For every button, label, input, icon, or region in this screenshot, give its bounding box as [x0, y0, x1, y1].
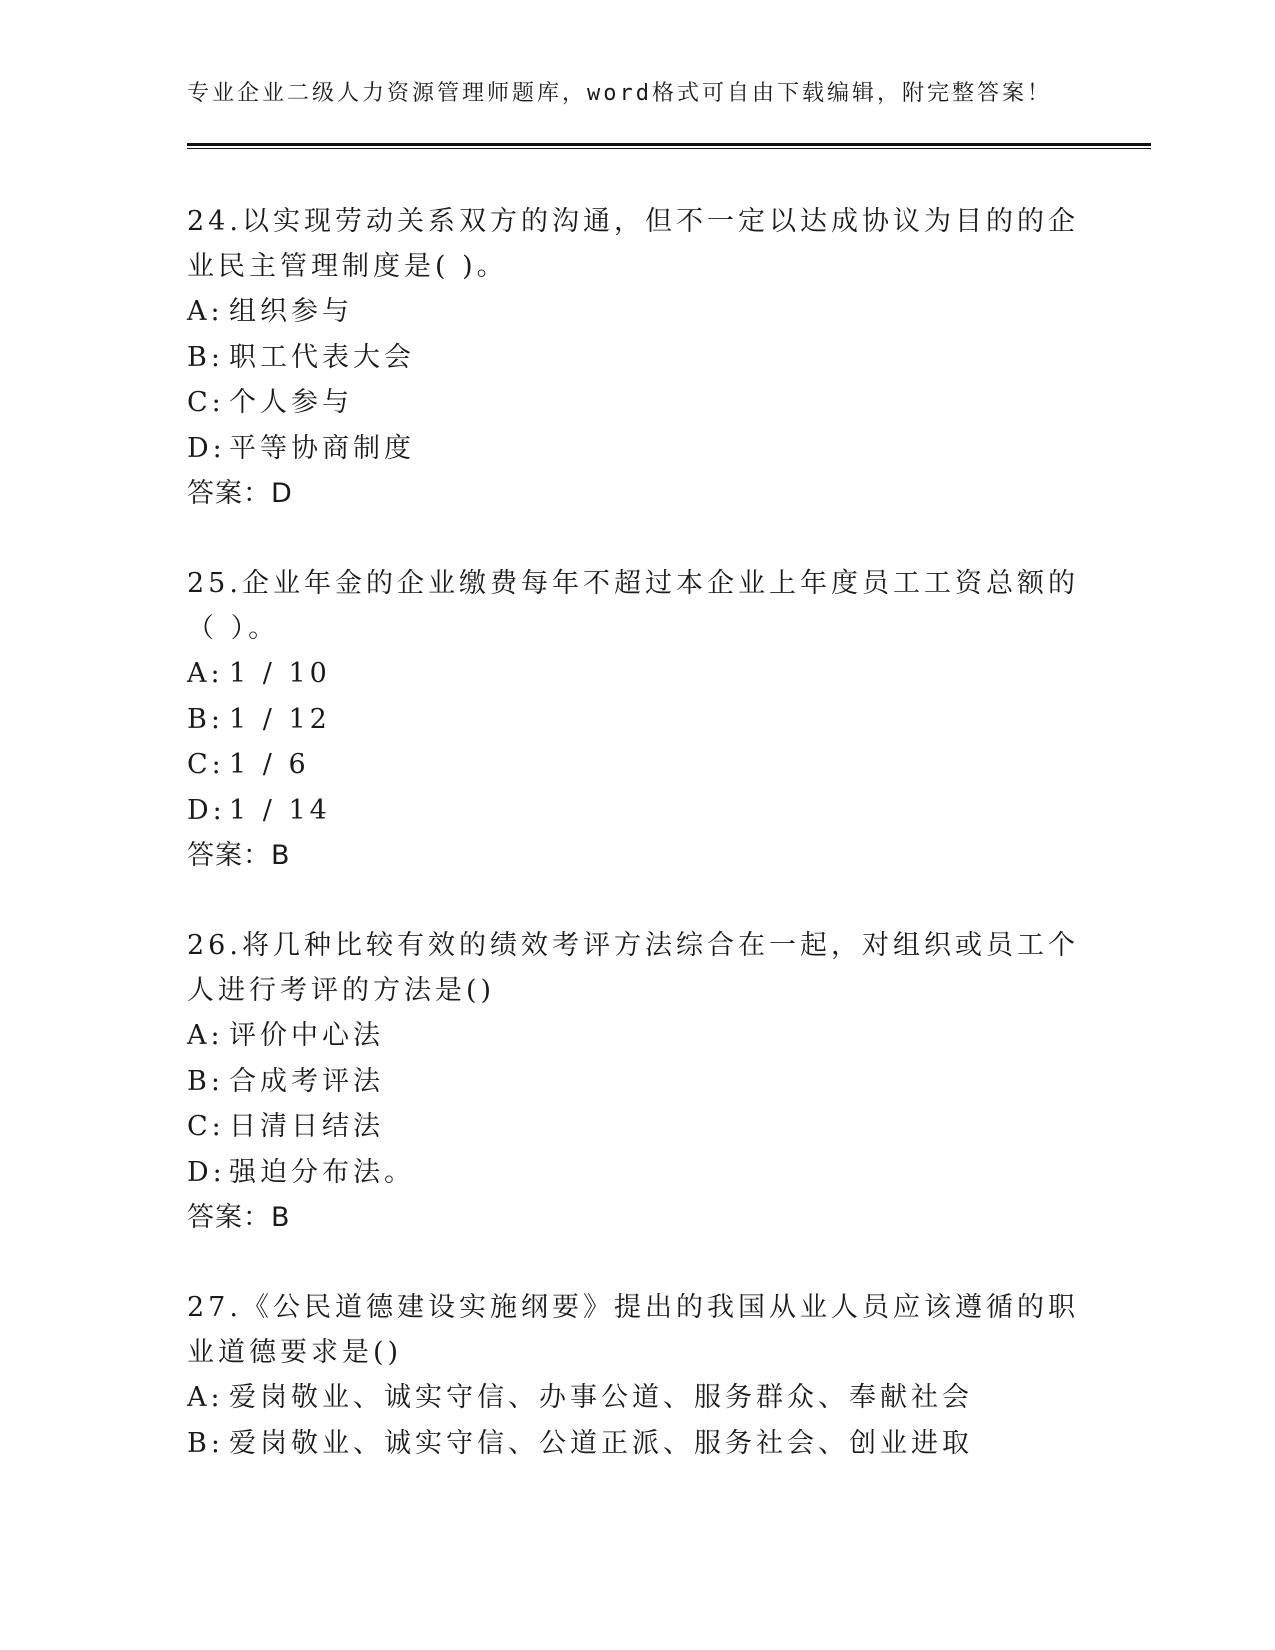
option-key: A:	[187, 1020, 224, 1051]
option-key: A:	[187, 296, 224, 327]
divider-thick-line	[187, 143, 1151, 146]
option-text: 1 / 14	[229, 794, 331, 826]
option-d	[187, 426, 1087, 472]
option-key: C:	[187, 387, 225, 418]
question-list	[187, 199, 1087, 1511]
option-a	[187, 651, 1087, 697]
option-text: 评价中心法	[229, 1020, 384, 1051]
question-27	[187, 1285, 1087, 1466]
option-key: A:	[187, 658, 224, 689]
answer-line: 答案：D	[187, 478, 293, 509]
option-key: B:	[187, 341, 224, 373]
option-b	[187, 697, 1087, 743]
question-text: 25.企业年金的企业缴费每年不超过本企业上年度员工工资总额的（ ）。	[187, 568, 1079, 644]
header-divider	[187, 143, 1151, 150]
option-key: D:	[187, 794, 226, 826]
answer-line: 答案：B	[187, 840, 291, 871]
option-text: 组织参与	[229, 296, 353, 327]
option-text: 日清日结法	[229, 1111, 384, 1142]
option-key: D:	[187, 1156, 226, 1188]
option-a	[187, 1375, 1087, 1421]
option-d	[187, 1150, 1087, 1196]
option-text: 1 / 12	[229, 703, 331, 735]
option-key: A:	[187, 1382, 224, 1413]
option-text: 个人参与	[229, 387, 353, 418]
option-text: 爱岗敬业、诚实守信、办事公道、服务群众、奉献社会	[229, 1382, 973, 1413]
option-text: 平等协商制度	[229, 432, 415, 464]
option-d	[187, 788, 1087, 834]
answer-line: 答案：B	[187, 1202, 291, 1233]
option-text: 强迫分布法。	[229, 1156, 415, 1188]
option-key: B:	[187, 1427, 224, 1459]
question-text: 24.以实现劳动关系双方的沟通，但不一定以达成协议为目的的企业民主管理制度是( )。	[187, 206, 1079, 282]
divider-thin-line	[187, 148, 1151, 149]
question-25	[187, 561, 1087, 878]
option-text: 职工代表大会	[229, 341, 415, 373]
option-key: D:	[187, 432, 226, 464]
option-key: C:	[187, 749, 225, 780]
question-text: 27.《公民道德建设实施纲要》提出的我国从业人员应该遵循的职业道德要求是()	[187, 1292, 1079, 1368]
option-a	[187, 289, 1087, 335]
page-header: 专业企业二级人力资源管理师题库，word格式可自由下载编辑，附完整答案！	[187, 81, 1052, 106]
question-26	[187, 923, 1087, 1240]
option-b	[187, 1059, 1087, 1105]
option-text: 1 / 10	[229, 658, 331, 689]
option-key: B:	[187, 1065, 224, 1097]
option-c	[187, 380, 1087, 426]
option-key: C:	[187, 1111, 225, 1142]
option-b	[187, 335, 1087, 381]
option-c	[187, 742, 1087, 788]
option-text: 1 / 6	[229, 749, 310, 780]
option-text: 合成考评法	[229, 1065, 384, 1097]
option-b	[187, 1421, 1087, 1467]
option-a	[187, 1013, 1087, 1059]
question-text: 26.将几种比较有效的绩效考评方法综合在一起，对组织或员工个人进行考评的方法是()	[187, 930, 1079, 1006]
option-key: B:	[187, 703, 224, 735]
option-c	[187, 1104, 1087, 1150]
question-24	[187, 199, 1087, 516]
option-text: 爱岗敬业、诚实守信、公道正派、服务社会、创业进取	[229, 1427, 973, 1459]
